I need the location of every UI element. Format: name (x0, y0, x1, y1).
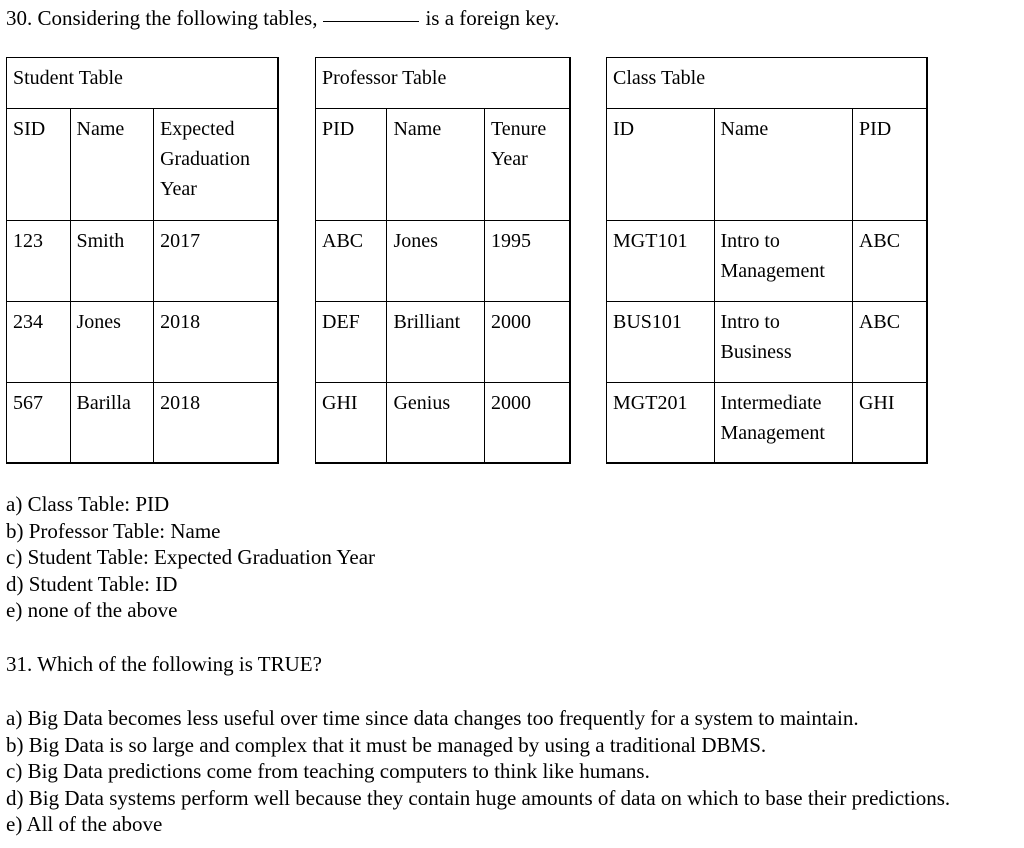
table-cell: Smith (70, 221, 154, 302)
table-cell: Genius (387, 383, 484, 463)
table-cell: Brilliant (387, 302, 484, 383)
column-header: Tenure Year (484, 109, 570, 221)
answer-option-e: e) All of the above (6, 812, 163, 836)
question-30-prefix: 30. Considering the following tables, (6, 6, 318, 30)
table-cell: 2018 (154, 302, 278, 383)
table-cell: ABC (852, 302, 927, 383)
table-cell: ABC (852, 221, 927, 302)
column-header: PID (852, 109, 927, 221)
column-header: PID (316, 109, 387, 221)
table-cell: Intro to Management (714, 221, 852, 302)
table-cell: 234 (7, 302, 71, 383)
table-cell: Jones (387, 221, 484, 302)
table-cell: GHI (852, 383, 927, 463)
table-cell: ABC (316, 221, 387, 302)
question-31-options (6, 705, 950, 838)
answer-option-b: b) Professor Table: Name (6, 518, 221, 543)
answer-option-a: a) Big Data becomes less useful over time since data changes too frequently for a system to maintain. (6, 706, 859, 730)
table-cell: MGT101 (607, 221, 715, 302)
column-header: Name (70, 109, 154, 221)
column-header: Expected Graduation Year (154, 109, 278, 221)
table-cell: DEF (316, 302, 387, 383)
table-cell: GHI (316, 383, 387, 463)
student-table-title: Student Table (7, 58, 279, 109)
answer-option-c: c) Student Table: Expected Graduation Year (6, 545, 376, 569)
professor-table-title: Professor Table (316, 58, 571, 109)
answer-blank (323, 21, 419, 22)
column-header: SID (7, 109, 71, 221)
class-table-title: Class Table (607, 58, 928, 109)
table-cell: 2018 (154, 383, 278, 463)
table-cell: 567 (7, 383, 71, 463)
question-30-suffix: is a foreign key. (425, 6, 560, 30)
question-30-prompt (6, 6, 559, 31)
table-cell: 2000 (484, 383, 570, 463)
answer-option-d: d) Student Table: ID (6, 571, 178, 596)
table-cell: 2017 (154, 221, 278, 302)
column-header: Name (387, 109, 484, 221)
question-30-options (6, 491, 375, 624)
professor-table (315, 57, 571, 464)
column-header: Name (714, 109, 852, 221)
table-cell: BUS101 (607, 302, 715, 383)
answer-option-c: c) Big Data predictions come from teaching computers to think like humans. (6, 759, 650, 783)
class-table (606, 57, 928, 464)
question-31-prompt: 31. Which of the following is TRUE? (6, 652, 322, 676)
table-cell: Barilla (70, 383, 154, 463)
answer-option-a: a) Class Table: PID (6, 492, 170, 516)
table-cell: 123 (7, 221, 71, 302)
table-cell: 1995 (484, 221, 570, 302)
table-cell: MGT201 (607, 383, 715, 463)
answer-option-b: b) Big Data is so large and complex that it must be managed by using a traditional DBMS. (6, 732, 767, 757)
table-cell: Jones (70, 302, 154, 383)
table-cell: Intro to Business (714, 302, 852, 383)
table-cell: 2000 (484, 302, 570, 383)
column-header: ID (607, 109, 715, 221)
table-cell: Intermediate Management (714, 383, 852, 463)
answer-option-d: d) Big Data systems perform well because they contain huge amounts of data on which to base their predictions. (6, 785, 951, 810)
student-table (6, 57, 279, 464)
answer-option-e: e) none of the above (6, 598, 178, 622)
